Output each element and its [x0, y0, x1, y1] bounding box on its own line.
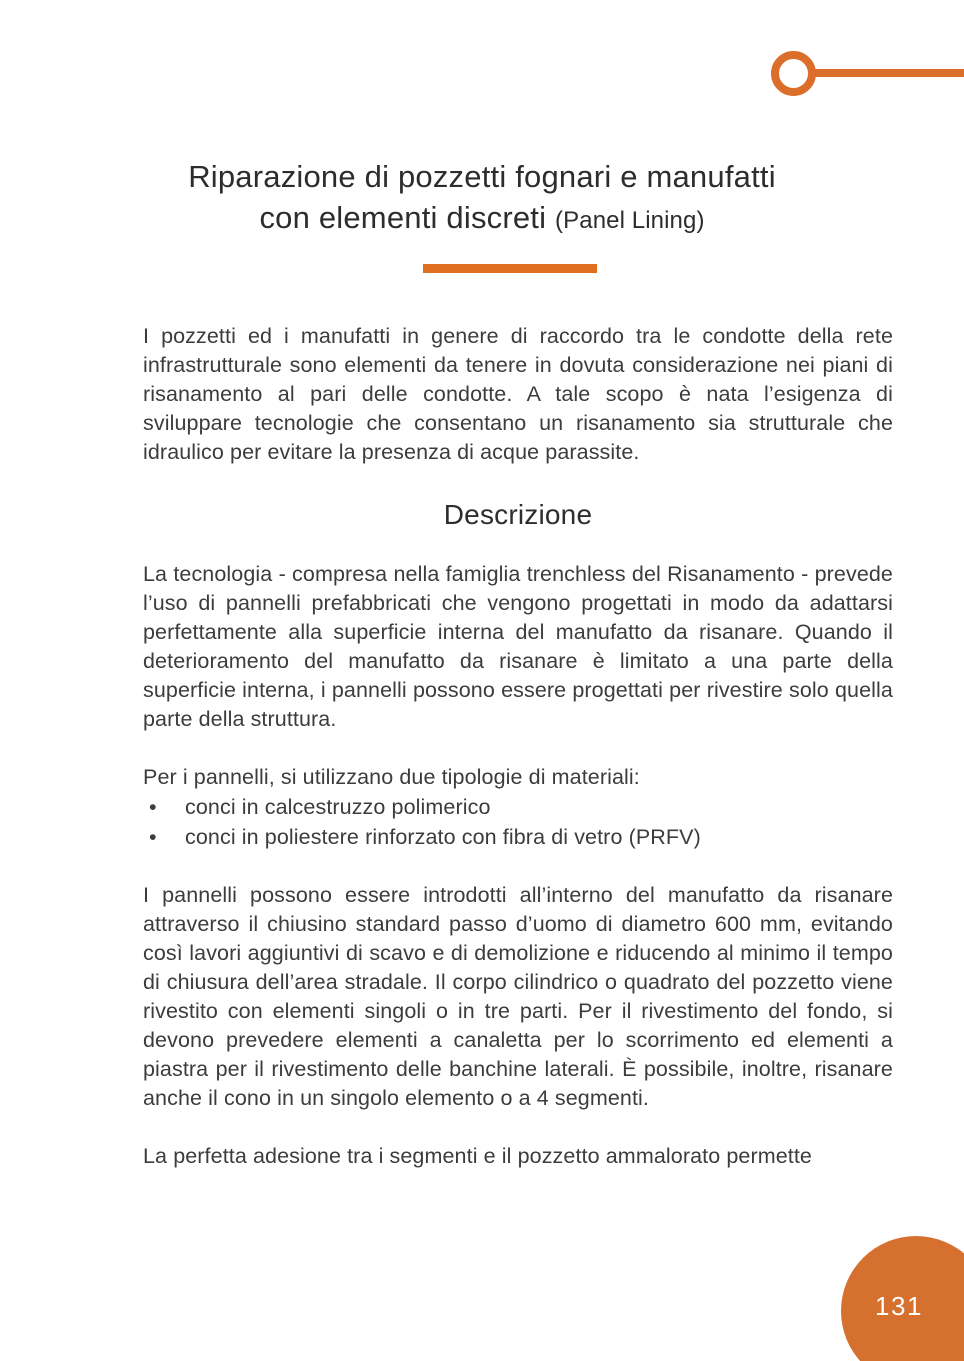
page-number-badge: [841, 1236, 964, 1361]
page-title-line1: Riparazione di pozzetti fognari e manufatti: [188, 159, 776, 194]
list-item: [143, 792, 893, 822]
horizontal-rule-decoration: [813, 69, 964, 77]
page-title-line2: con elementi discreti: [259, 200, 547, 235]
materials-list-intro: Per i pannelli, si utilizzano due tipologie di materiali:: [143, 765, 640, 789]
section-paragraph-3: La perfetta adesione tra i segmenti e il pozzetto ammalorato permette: [143, 1144, 812, 1168]
bullet-icon: •: [149, 795, 157, 819]
circle-decoration-icon: [771, 51, 816, 96]
section-paragraph-1: La tecnologia - compresa nella famiglia trenchless del Risanamento - prevede l’uso di pannelli prefabbricati che vengono progettati in modo da adattarsi perfettamente alla superficie interna del manufatto da risanare. Quando il deterioramento del manufatto da risanare è limitato a una parte della superficie interna, i pannelli possono essere progettati per rivestire solo quella parte della struttura.: [143, 562, 893, 731]
section-heading: Descrizione: [443, 499, 593, 530]
bullet-icon: •: [149, 825, 157, 849]
list-item-label: conci in calcestruzzo polimerico: [185, 795, 491, 819]
page-number: 131: [875, 1291, 923, 1321]
list-item-label: conci in poliestere rinforzato con fibra di vetro (PRFV): [185, 825, 701, 849]
page-title: [82, 156, 882, 241]
intro-paragraph: I pozzetti ed i manufatti in genere di raccordo tra le condotte della rete infrastrutturale sono elementi da tenere in dovuta considerazione nei piani di risanamento al pari delle condotte. A tale scopo è nata l’esigenza di sviluppare tecnologie che consentano un risanamento sia strutturale che idraulico per evitare la presenza di acque parassite.: [143, 324, 893, 464]
title-underline: [423, 264, 597, 273]
body-text-column: [143, 322, 893, 1171]
materials-list: [143, 792, 893, 852]
page-title-annotation: (Panel Lining): [555, 207, 705, 234]
list-item: [143, 822, 893, 852]
section-paragraph-2: I pannelli possono essere introdotti all’interno del manufatto da risanare attraverso il chiusino standard passo d’uomo di diametro 600 mm, evitando così lavori aggiuntivi di scavo e di demolizione e riducendo al minimo il tempo di chiusura dell’area stradale. Il corpo cilindrico o quadrato del pozzetto viene rivestito con elementi singoli o in tre parti. Per il rivestimento del fondo, si devono prevedere elementi a canaletta per lo scorrimento ed elementi a piastra per il rivestimento delle banchine laterali. È possibile, inoltre, risanare anche il cono in un singolo elemento o a 4 segmenti.: [143, 883, 893, 1110]
